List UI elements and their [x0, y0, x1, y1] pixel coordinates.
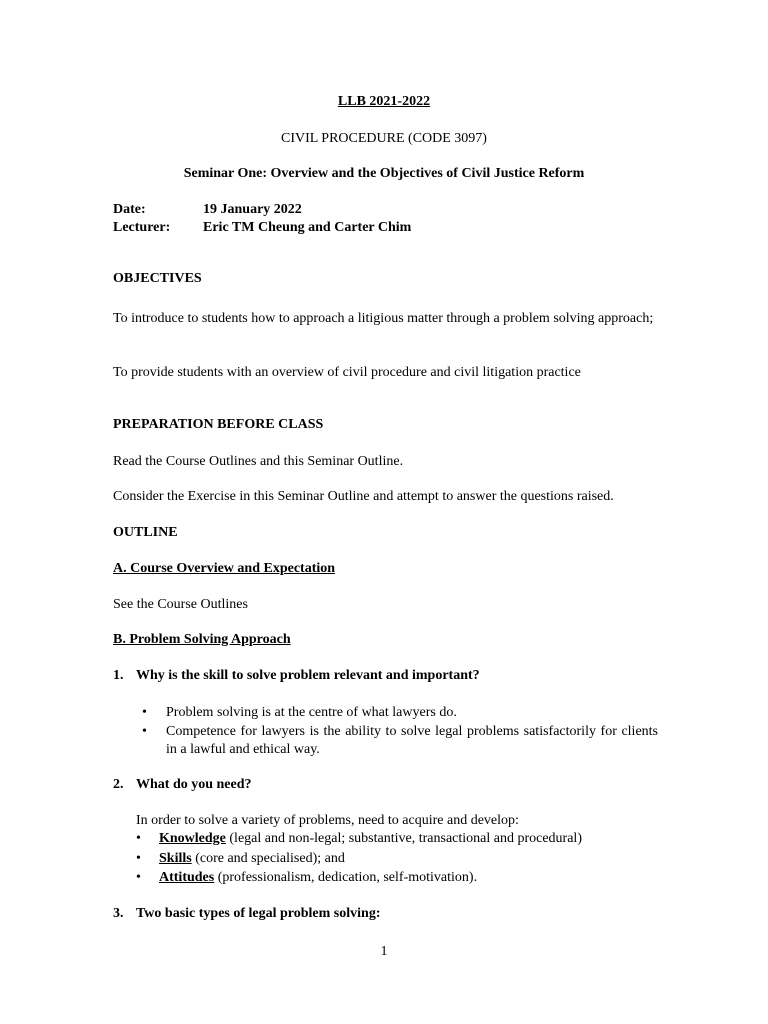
- outline-heading: OUTLINE: [113, 525, 178, 540]
- preparation-item: Read the Course Outlines and this Seminar Outline.: [113, 454, 404, 469]
- section-b-heading: B. Problem Solving Approach: [113, 632, 291, 647]
- bullet-icon: •: [142, 705, 147, 720]
- bullet-item: [159, 830, 582, 848]
- section-a-text: See the Course Outlines: [113, 597, 248, 612]
- lecturer-label: Lecturer:: [113, 220, 171, 235]
- objectives-heading: OBJECTIVES: [113, 271, 202, 286]
- date-value: 19 January 2022: [203, 202, 302, 217]
- date-label: Date:: [113, 202, 146, 217]
- bullet-item: Competence for lawyers is the ability to solve legal problems satisfactorily for clients in a lawful and ethical way.: [166, 724, 658, 757]
- preparation-item: Consider the Exercise in this Seminar Outline and attempt to answer the questions raised.: [113, 489, 614, 504]
- question-number: 1.: [113, 668, 124, 683]
- section-a-heading: A. Course Overview and Expectation: [113, 561, 336, 576]
- seminar-title: Seminar One: Overview and the Objectives of Civil Justice Reform: [183, 166, 585, 181]
- bullet-icon: •: [136, 870, 141, 885]
- question-text: What do you need?: [136, 777, 252, 792]
- bullet-icon: •: [136, 831, 141, 846]
- bullet-item: Problem solving is at the centre of what lawyers do.: [166, 705, 457, 720]
- bullet-term: Skills: [159, 851, 192, 866]
- course-year: LLB 2021-2022: [337, 94, 431, 109]
- question-number: 2.: [113, 777, 124, 792]
- question-intro: In order to solve a variety of problems, need to acquire and develop:: [136, 813, 519, 828]
- bullet-term: Attitudes: [159, 870, 215, 885]
- question-number: 3.: [113, 906, 124, 921]
- objective-item: To provide students with an overview of civil procedure and civil litigation practice: [113, 365, 581, 380]
- page-number: 1: [380, 944, 388, 959]
- bullet-rest: (professionalism, dedication, self-motivation).: [214, 870, 478, 885]
- bullet-term: Knowledge: [159, 831, 226, 846]
- course-title: CIVIL PROCEDURE (CODE 3097): [281, 131, 487, 146]
- bullet-rest: (core and specialised); and: [191, 851, 345, 866]
- question-text: Why is the skill to solve problem relevant and important?: [136, 668, 480, 683]
- lecturer-value: Eric TM Cheung and Carter Chim: [203, 220, 412, 235]
- bullet-rest: (legal and non-legal; substantive, transactional and procedural): [225, 831, 582, 846]
- bullet-item: [159, 869, 477, 887]
- bullet-icon: •: [142, 724, 147, 739]
- objective-item: To introduce to students how to approach a litigious matter through a problem solving approach;: [113, 311, 654, 326]
- preparation-heading: PREPARATION BEFORE CLASS: [113, 417, 324, 432]
- bullet-item: [159, 850, 345, 868]
- question-text: Two basic types of legal problem solving:: [136, 906, 381, 921]
- bullet-icon: •: [136, 851, 141, 866]
